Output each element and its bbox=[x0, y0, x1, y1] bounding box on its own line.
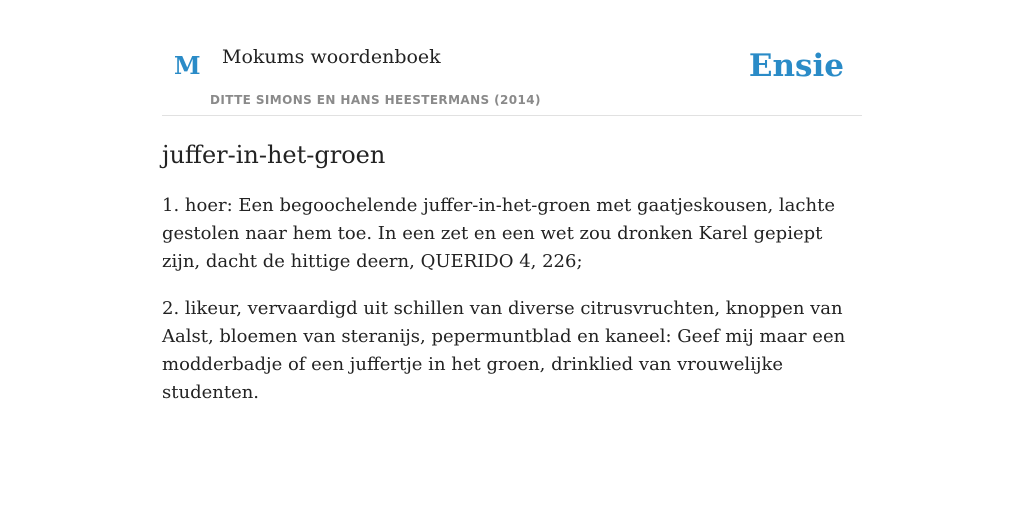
dictionary-title-link[interactable]: Mokums woordenboek bbox=[222, 46, 441, 68]
dictionary-authors: DITTE SIMONS EN HANS HEESTERMANS (2014) bbox=[210, 93, 541, 107]
definition-1: 1. hoer: Een begoochelende juffer-in-het-groen met gaatjeskousen, lachte gestolen naar hem toe. In een zet en een wet zou dronken Karel gepiept zijn, dacht de hittige deern, QUERIDO 4, 226; bbox=[162, 195, 835, 272]
entry-headword: juffer-in-het-groen bbox=[162, 141, 386, 169]
dictionary-header bbox=[162, 0, 862, 116]
entry-card bbox=[162, 0, 862, 407]
dictionary-logo-icon[interactable]: M bbox=[174, 51, 201, 80]
ensie-logo-link[interactable]: Ensie bbox=[748, 48, 844, 84]
definition-2: 2. likeur, vervaardigd uit schillen van diverse citrusvruchten, knoppen van Aalst, bloemen van steranijs, pepermuntblad en kaneel: Geef mij maar een modderbadje of een juffertje in het groen, drinklied van vrouwelijke studenten. bbox=[162, 298, 846, 403]
